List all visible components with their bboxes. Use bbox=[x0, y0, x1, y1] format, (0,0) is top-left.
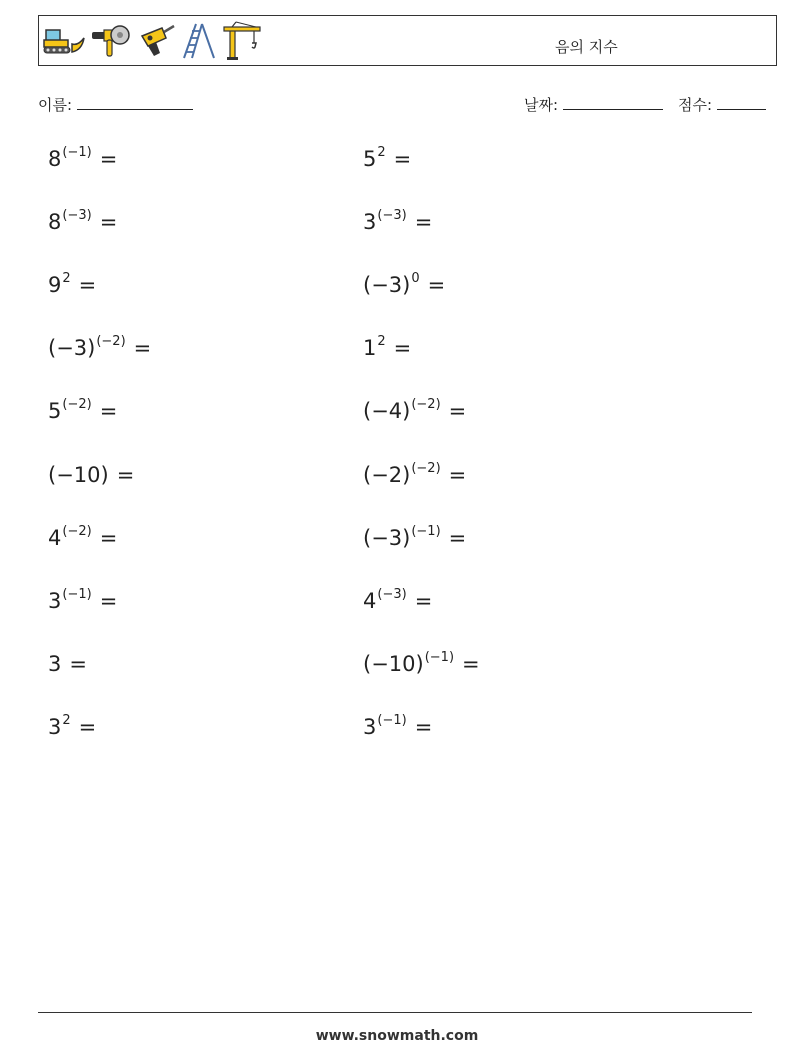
problem-base: 9 bbox=[48, 273, 62, 297]
problem-exponent: (−1) bbox=[62, 145, 92, 160]
equals-sign: = bbox=[99, 589, 118, 613]
problem-exponent: (−2) bbox=[62, 524, 92, 539]
equals-sign: = bbox=[69, 652, 87, 676]
problem-2 bbox=[363, 147, 411, 171]
problem-exponent: (−1) bbox=[411, 524, 441, 539]
problem-base: 3 bbox=[48, 715, 62, 739]
problem-exponent: 2 bbox=[377, 145, 386, 160]
problem-10 bbox=[363, 399, 466, 423]
problem-14 bbox=[363, 526, 466, 550]
problem-base: 8 bbox=[48, 147, 62, 171]
problem-base: (−2) bbox=[363, 463, 411, 487]
problem-18 bbox=[363, 652, 480, 676]
problem-base: 4 bbox=[48, 526, 62, 550]
equals-sign: = bbox=[78, 273, 97, 297]
problem-7 bbox=[48, 336, 151, 360]
problem-5 bbox=[48, 273, 96, 297]
problem-exponent: 2 bbox=[377, 334, 386, 349]
name-blank[interactable] bbox=[77, 95, 193, 110]
problem-base: (−10) bbox=[363, 652, 424, 676]
problem-16 bbox=[363, 589, 432, 613]
bulldozer-icon bbox=[42, 26, 86, 56]
crane-icon bbox=[222, 21, 262, 61]
equals-sign: = bbox=[99, 526, 118, 550]
equals-sign: = bbox=[99, 399, 118, 423]
problem-19 bbox=[48, 715, 96, 739]
problem-6 bbox=[363, 273, 445, 297]
problem-base: (−3) bbox=[363, 273, 411, 297]
problem-11 bbox=[48, 463, 134, 487]
equals-sign: = bbox=[427, 273, 446, 297]
name-label: 이름: bbox=[38, 96, 73, 114]
date-label: 날짜: bbox=[524, 96, 559, 114]
problem-exponent: (−1) bbox=[377, 713, 407, 728]
problem-exponent: (−2) bbox=[411, 397, 441, 412]
problem-base: (−4) bbox=[363, 399, 411, 423]
problem-12 bbox=[363, 463, 466, 487]
footer-divider bbox=[38, 1012, 752, 1013]
problem-20 bbox=[363, 715, 432, 739]
problem-exponent: (−2) bbox=[411, 461, 441, 476]
equals-sign: = bbox=[99, 147, 118, 171]
equals-sign: = bbox=[393, 147, 412, 171]
problem-exponent: (−1) bbox=[424, 650, 455, 665]
problem-exponent: 0 bbox=[411, 271, 420, 286]
problem-base: 3 bbox=[363, 715, 377, 739]
problem-exponent: (−1) bbox=[62, 587, 92, 602]
equals-sign: = bbox=[78, 715, 97, 739]
problem-base: 4 bbox=[363, 589, 377, 613]
problem-exponent: (−2) bbox=[62, 397, 92, 412]
problem-base: 3 bbox=[48, 652, 62, 676]
problem-exponent: 2 bbox=[62, 271, 71, 286]
equals-sign: = bbox=[99, 210, 118, 234]
problem-base: (−10) bbox=[48, 463, 109, 487]
problem-exponent: (−3) bbox=[377, 587, 407, 602]
score-field bbox=[678, 94, 766, 115]
problem-1 bbox=[48, 147, 117, 171]
problem-exponent: (−2) bbox=[96, 334, 126, 349]
problem-13 bbox=[48, 526, 117, 550]
problem-base: (−3) bbox=[48, 336, 96, 360]
icon-strip bbox=[42, 21, 262, 61]
date-field bbox=[524, 94, 663, 115]
name-field bbox=[38, 94, 193, 115]
equals-sign: = bbox=[414, 589, 433, 613]
problem-exponent: (−3) bbox=[377, 208, 407, 223]
problem-base: 5 bbox=[48, 399, 62, 423]
problem-exponent: (−3) bbox=[62, 208, 92, 223]
problem-8 bbox=[363, 336, 411, 360]
problem-17 bbox=[48, 652, 87, 676]
problem-base: 3 bbox=[363, 210, 377, 234]
equals-sign: = bbox=[116, 463, 135, 487]
equals-sign: = bbox=[462, 652, 480, 676]
problem-base: 8 bbox=[48, 210, 62, 234]
equals-sign: = bbox=[393, 336, 412, 360]
equals-sign: = bbox=[448, 463, 467, 487]
equals-sign: = bbox=[414, 715, 433, 739]
header-box bbox=[38, 15, 777, 66]
problem-4 bbox=[363, 210, 432, 234]
problem-3 bbox=[48, 210, 117, 234]
score-label: 점수: bbox=[678, 96, 713, 114]
equals-sign: = bbox=[448, 526, 467, 550]
angle-grinder-icon bbox=[90, 22, 132, 60]
equals-sign: = bbox=[414, 210, 433, 234]
ladder-icon bbox=[180, 22, 218, 60]
problem-exponent: 2 bbox=[62, 713, 71, 728]
problem-9 bbox=[48, 399, 117, 423]
problem-base: 1 bbox=[363, 336, 377, 360]
problem-15 bbox=[48, 589, 117, 613]
equals-sign: = bbox=[448, 399, 467, 423]
problem-base: 5 bbox=[363, 147, 377, 171]
footer-url[interactable]: www.snowmath.com bbox=[315, 1028, 479, 1044]
equals-sign: = bbox=[133, 336, 152, 360]
drill-icon bbox=[136, 22, 176, 60]
worksheet-title: 음의 지수 bbox=[555, 38, 618, 56]
date-blank[interactable] bbox=[563, 95, 663, 110]
problem-base: (−3) bbox=[363, 526, 411, 550]
problem-base: 3 bbox=[48, 589, 62, 613]
score-blank[interactable] bbox=[717, 95, 766, 110]
